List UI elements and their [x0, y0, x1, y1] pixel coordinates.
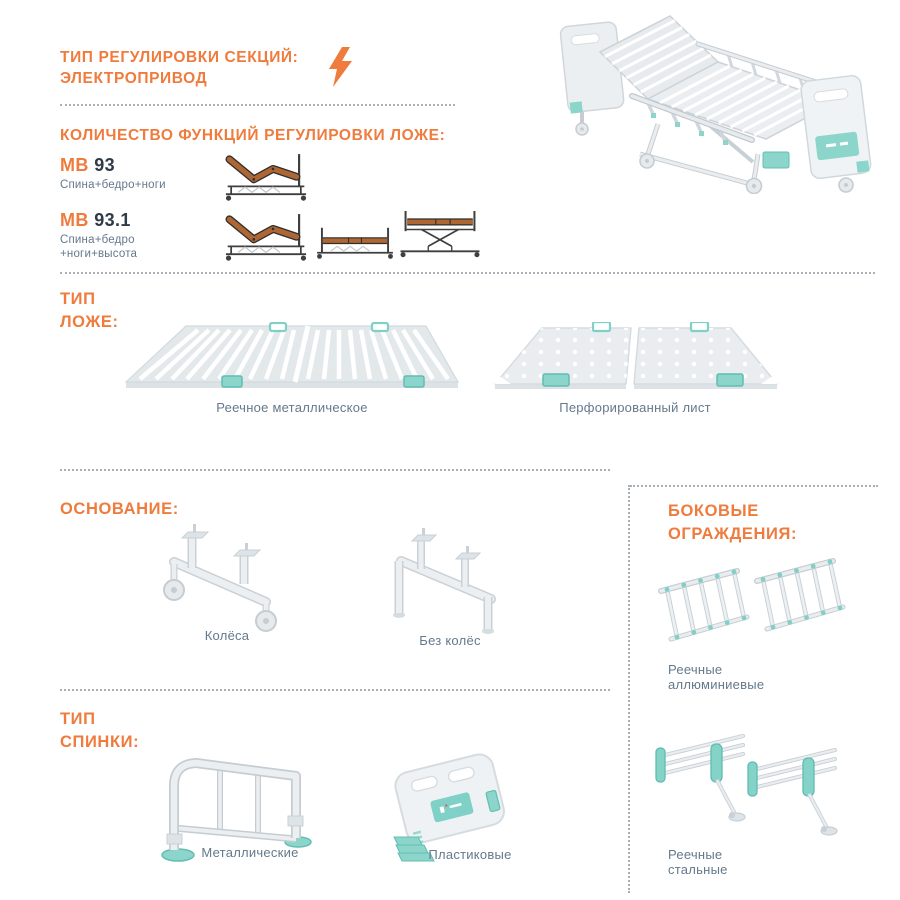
pictogram-flat-low: [314, 210, 396, 260]
perforated-platform-image: [485, 322, 785, 394]
separator-line-vertical: [628, 485, 630, 893]
base-with-wheels-image: [152, 522, 302, 632]
regulation-title-line2: ЭЛЕКТРОПРИВОД: [60, 70, 208, 87]
pictogram-back-hip-legs: [222, 148, 310, 202]
headboard-option2-label: Пластиковые: [428, 847, 512, 862]
hospital-bed-render: [548, 4, 888, 194]
headboard-option1-label: Металлические: [201, 845, 299, 860]
model-mb93-subtitle: Спина+бедро+ноги: [60, 179, 166, 191]
lightning-icon: [326, 46, 354, 88]
separator-line: [630, 485, 878, 487]
platform-option2-label: Перфорированный лист: [559, 400, 711, 415]
steel-rails-image: [655, 722, 855, 840]
pictogram-back-hip-legs: [222, 208, 310, 262]
model-number: 93.1: [94, 210, 131, 230]
functions-title: КОЛИЧЕСТВО ФУНКЦИЙ РЕГУЛИРОВКИ ЛОЖЕ:: [60, 127, 446, 144]
side-rails-option2-label: Реечные стальные: [668, 847, 728, 877]
section-regulation-title: [60, 47, 298, 89]
platform-option1-label: Реечное металлическое: [216, 400, 368, 415]
side-rails-option1-label: Реечные аллюминиевые: [668, 662, 765, 692]
base-title: ОСНОВАНИЕ:: [60, 500, 179, 518]
base-option2-label: Без колёс: [419, 633, 481, 648]
model-mb93-1-subtitle: Спина+бедро +ноги+высота: [60, 234, 138, 260]
regulation-title-line1: ТИП РЕГУЛИРОВКИ СЕКЦИЙ:: [60, 49, 299, 66]
pictogram-flat-high: [398, 203, 482, 261]
separator-line: [60, 272, 875, 274]
separator-line: [60, 469, 610, 471]
model-number: 93: [94, 155, 116, 175]
headboard-title: ТИП СПИНКИ:: [60, 710, 140, 751]
separator-line: [60, 104, 455, 106]
slatted-platform-image: [118, 322, 466, 394]
side-rails-title: БОКОВЫЕ ОГРАЖДЕНИЯ:: [668, 502, 798, 543]
model-prefix: МВ: [60, 210, 89, 230]
model-name-mb93: [60, 155, 115, 176]
aluminum-rails-image: [655, 555, 855, 651]
platform-title: ТИП ЛОЖЕ:: [60, 290, 119, 331]
separator-line: [60, 689, 610, 691]
model-name-mb93-1: [60, 210, 131, 231]
model-prefix: МВ: [60, 155, 89, 175]
base-option1-label: Колёса: [204, 628, 250, 643]
base-without-wheels-image: [375, 527, 525, 637]
